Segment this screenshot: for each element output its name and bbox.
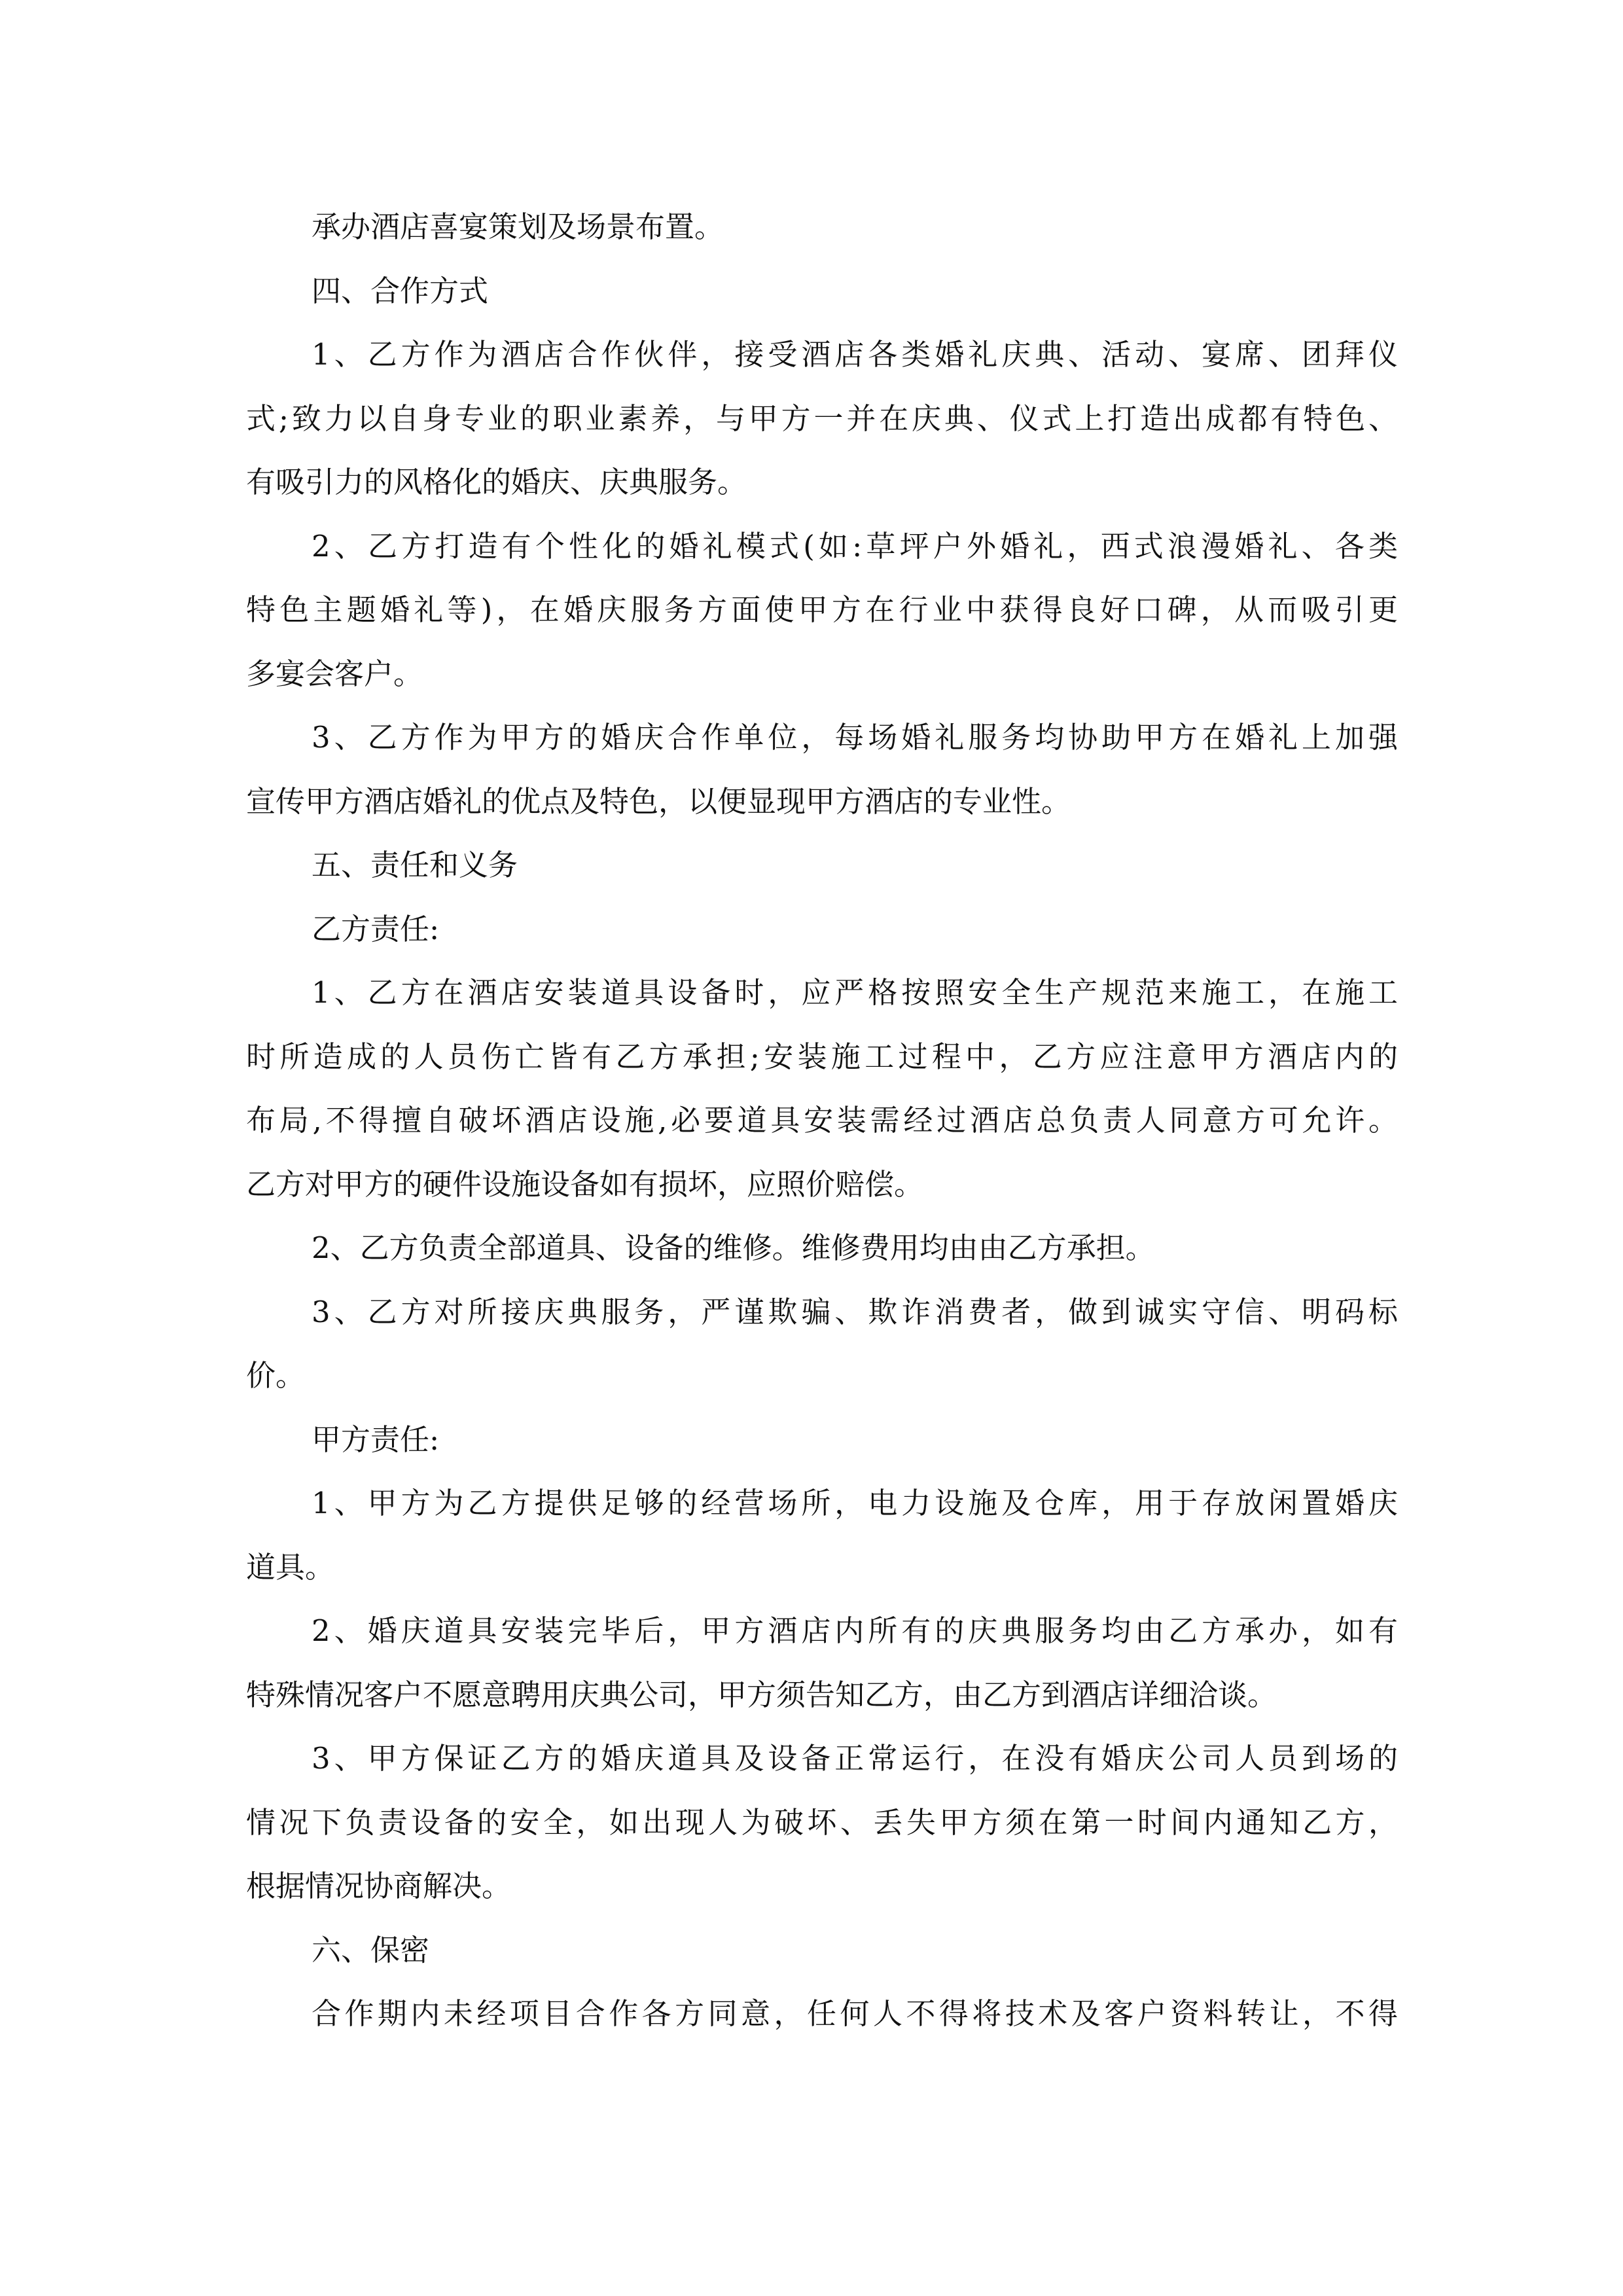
text-line: 特色主题婚礼等)，在婚庆服务方面使甲方在行业中获得良好口碑，从而吸引更 [246, 592, 1398, 627]
paragraph [246, 1727, 1398, 1918]
text-line: 1、乙方作为酒店合作伙伴，接受酒店各类婚礼庆典、活动、宴席、团拜仪 [312, 337, 1398, 372]
text-line: 式;致力以自身专业的职业素养，与甲方一并在庆典、仪式上打造出成都有特色、 [246, 401, 1398, 436]
text-line: 有吸引力的风格化的婚庆、庆典服务。 [246, 465, 747, 499]
paragraph [246, 323, 1398, 514]
paragraph [246, 897, 1398, 961]
paragraph [246, 1280, 1398, 1408]
paragraph [246, 1599, 1398, 1727]
paragraph [246, 1918, 1398, 1982]
document-body [246, 195, 1398, 2046]
paragraph [246, 961, 1398, 1216]
text-line: 2、婚庆道具安装完毕后，甲方酒店内所有的庆典服务均由乙方承办，如有 [312, 1613, 1398, 1648]
paragraph [246, 514, 1398, 706]
text-line: 3、乙方作为甲方的婚庆合作单位，每场婚礼服务均协助甲方在婚礼上加强 [312, 720, 1398, 755]
paragraph [246, 1982, 1398, 2046]
text-line: 五、责任和义务 [312, 848, 518, 882]
text-line: 情况下负责设备的安全，如出现人为破坏、丢失甲方须在第一时间内通知乙方， [246, 1804, 1398, 1840]
text-line: 宣传甲方酒店婚礼的优点及特色，以便显现甲方酒店的专业性。 [246, 783, 1071, 819]
paragraph [246, 833, 1398, 897]
text-line: 甲方责任: [312, 1422, 440, 1457]
text-line: 价。 [246, 1358, 306, 1393]
paragraph [246, 706, 1398, 833]
text-line: 四、合作方式 [312, 273, 489, 308]
text-line: 时所造成的人员伤亡皆有乙方承担;安装施工过程中，乙方应注意甲方酒店内的 [246, 1039, 1398, 1074]
paragraph [246, 195, 1398, 259]
text-line: 3、甲方保证乙方的婚庆道具及设备正常运行，在没有婚庆公司人员到场的 [312, 1741, 1398, 1776]
text-line: 乙方责任: [312, 911, 440, 946]
text-line: 布局,不得擅自破坏酒店设施,必要道具安装需经过酒店总负责人同意方可允许。 [246, 1103, 1398, 1138]
text-line: 3、乙方对所接庆典服务，严谨欺骗、欺诈消费者，做到诚实守信、明码标 [312, 1294, 1398, 1329]
text-line: 根据情况协商解决。 [246, 1869, 512, 1903]
paragraph [246, 1471, 1398, 1599]
text-line: 特殊情况客户不愿意聘用庆典公司，甲方须告知乙方，由乙方到酒店详细洽谈。 [246, 1677, 1277, 1712]
paragraph [246, 1408, 1398, 1472]
text-line: 1、乙方在酒店安装道具设备时，应严格按照安全生产规范来施工，在施工 [312, 975, 1398, 1010]
text-line: 道具。 [246, 1549, 335, 1585]
text-line: 多宴会客户。 [246, 656, 423, 691]
text-line: 乙方对甲方的硬件设施设备如有损坏，应照价赔偿。 [246, 1166, 924, 1202]
text-line: 2、乙方打造有个性化的婚礼模式(如:草坪户外婚礼，西式浪漫婚礼、各类 [312, 528, 1398, 564]
paragraph [246, 259, 1398, 323]
text-line: 合作期内未经项目合作各方同意，任何人不得将技术及客户资料转让，不得 [312, 1996, 1398, 2031]
paragraph [246, 1216, 1398, 1280]
text-line: 1、甲方为乙方提供足够的经营场所，电力设施及仓库，用于存放闲置婚庆 [312, 1486, 1398, 1520]
text-line: 六、保密 [312, 1932, 430, 1967]
text-line: 承办酒店喜宴策划及场景布置。 [312, 209, 724, 244]
text-line: 2、乙方负责全部道具、设备的维修。维修费用均由由乙方承担。 [312, 1230, 1155, 1265]
